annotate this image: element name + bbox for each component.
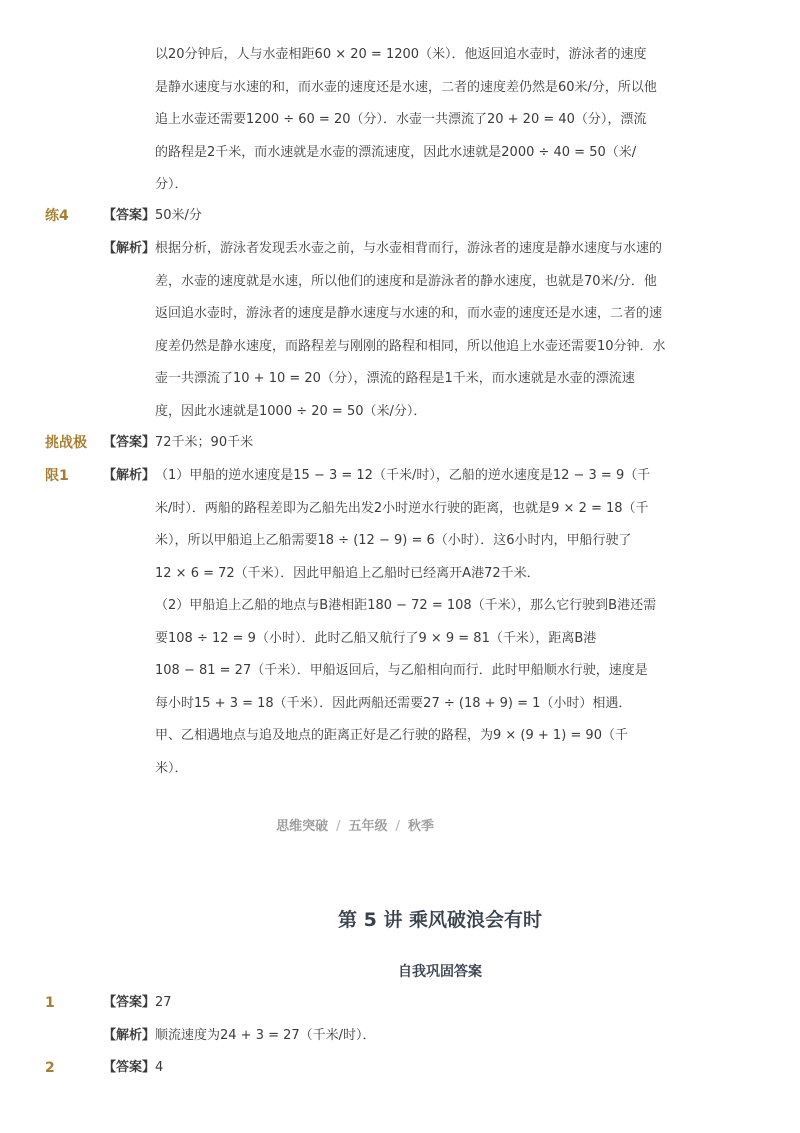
problem-number-challenge-cont: 限1 <box>45 468 69 484</box>
problem-number-challenge: 挑战极 <box>45 435 87 451</box>
text-line: 的路程是2千米，而水速就是水壶的漂流速度，因此水速就是2000 ÷ 40 = 50（米/ <box>155 144 637 160</box>
text-line: （1）甲船的逆水速度是15 − 3 = 12（千米/时），乙船的逆水速度是12 − 3 = 9（千 <box>155 468 651 483</box>
analysis-tag: 【解析】 <box>103 1028 156 1043</box>
answer-tag: 【答案】 <box>103 1060 156 1075</box>
answer-value: 50米/分 <box>155 208 202 223</box>
text-line: 是静水速度与水速的和，而水壶的速度还是水速，二者的速度差仍然是60米/分，所以他 <box>155 79 657 95</box>
answer-value: 4 <box>155 1060 164 1075</box>
text-line: 度差仍然是静水速度，而路程差与刚刚的路程和相同，所以他追上水壶还需要10分钟．水 <box>155 338 666 354</box>
text-line: 度，因此水速就是1000 ÷ 20 = 50（米/分）． <box>155 403 427 419</box>
text-line: 米）． <box>155 760 188 776</box>
answer-tag: 【答案】 <box>103 435 156 450</box>
text-line: 每小时15 + 3 = 18（千米）．因此两船还需要27 ÷ (18 + 9) = 1（小时）相遇． <box>155 695 632 711</box>
page-footer <box>0 815 710 834</box>
analysis-tag: 【解析】 <box>103 468 156 483</box>
text-line: 以20分钟后，人与水壶相距60 × 20 = 1200（米）．他返回追水壶时，游泳者的速度 <box>155 47 647 62</box>
answer-tag: 【答案】 <box>103 208 156 223</box>
text-line: 追上水壶还需要1200 ÷ 60 = 20（分）．水壶一共漂流了20 + 20 = 40（分），漂流 <box>155 112 647 127</box>
text-line: 12 × 6 = 72（千米）．因此甲船追上乙船时已经离开A港72千米． <box>155 565 540 581</box>
challenge-analysis-text <box>155 460 715 785</box>
prev-solution-text <box>155 39 715 202</box>
text-line: 壶一共漂流了10 + 10 = 20（分），漂流的路程是1千米，而水速就是水壶的漂流速 <box>155 371 635 386</box>
chapter-title: 第 5 讲 乘风破浪会有时 <box>337 909 543 931</box>
footer-season: 秋季 <box>407 819 434 834</box>
text-line: 米/时）．两船的路程差即为乙船先出发2小时逆水行驶的距离，也就是9 × 2 = 18（千 <box>155 500 649 516</box>
text-line: 差，水壶的速度就是水速，所以他们的速度和是游泳者的静水速度，也就是70米/分．他 <box>155 273 657 289</box>
text-line: 108 − 81 = 27（千米）．甲船返回后，与乙船相向而行．此时甲船顺水行驶，速度是 <box>155 663 648 678</box>
text-line: （2）甲船追上乙船的地点与B港相距180 − 72 = 108（千米），那么它行驶到B港还需 <box>155 598 657 613</box>
problem-number-2: 2 <box>45 1060 55 1076</box>
footer-grade: 五年级 <box>348 819 388 834</box>
text-line: 返回追水壶时，游泳者的速度是静水速度与水速的和，而水壶的速度还是水速，二者的速 <box>155 306 663 321</box>
text-line: 分）． <box>155 177 188 192</box>
problem-number-lian4: 练4 <box>45 208 69 224</box>
text-line: 要108 ÷ 12 = 9（小时）．此时乙船又航行了9 × 9 = 81（千米），距离B港 <box>155 630 597 646</box>
footer-series: 思维突破 <box>276 819 329 834</box>
footer-separator: / <box>336 819 341 834</box>
analysis-text: 顺流速度为24 + 3 = 27（千米/时）． <box>155 1028 376 1043</box>
problem-number-1: 1 <box>45 995 55 1011</box>
answer-value: 27 <box>155 995 172 1010</box>
text-line: 甲、乙相遇地点与追及地点的距离正好是乙行驶的路程，为9 × (9 + 1) = 90（千 <box>155 728 628 743</box>
footer-separator: / <box>395 819 400 834</box>
text-line: 根据分析，游泳者发现丢水壶之前，与水壶相背而行，游泳者的速度是静水速度与水速的 <box>155 241 663 256</box>
analysis-tag: 【解析】 <box>103 241 156 256</box>
answer-tag: 【答案】 <box>103 995 156 1010</box>
text-line: 米），所以甲船追上乙船需要18 ÷ (12 − 9) = 6（小时）．这6小时内，甲船行驶了 <box>155 533 632 548</box>
lian4-analysis-text <box>155 233 715 428</box>
answer-value: 72千米；90千米 <box>155 435 254 450</box>
section-title: 自我巩固答案 <box>398 964 482 980</box>
